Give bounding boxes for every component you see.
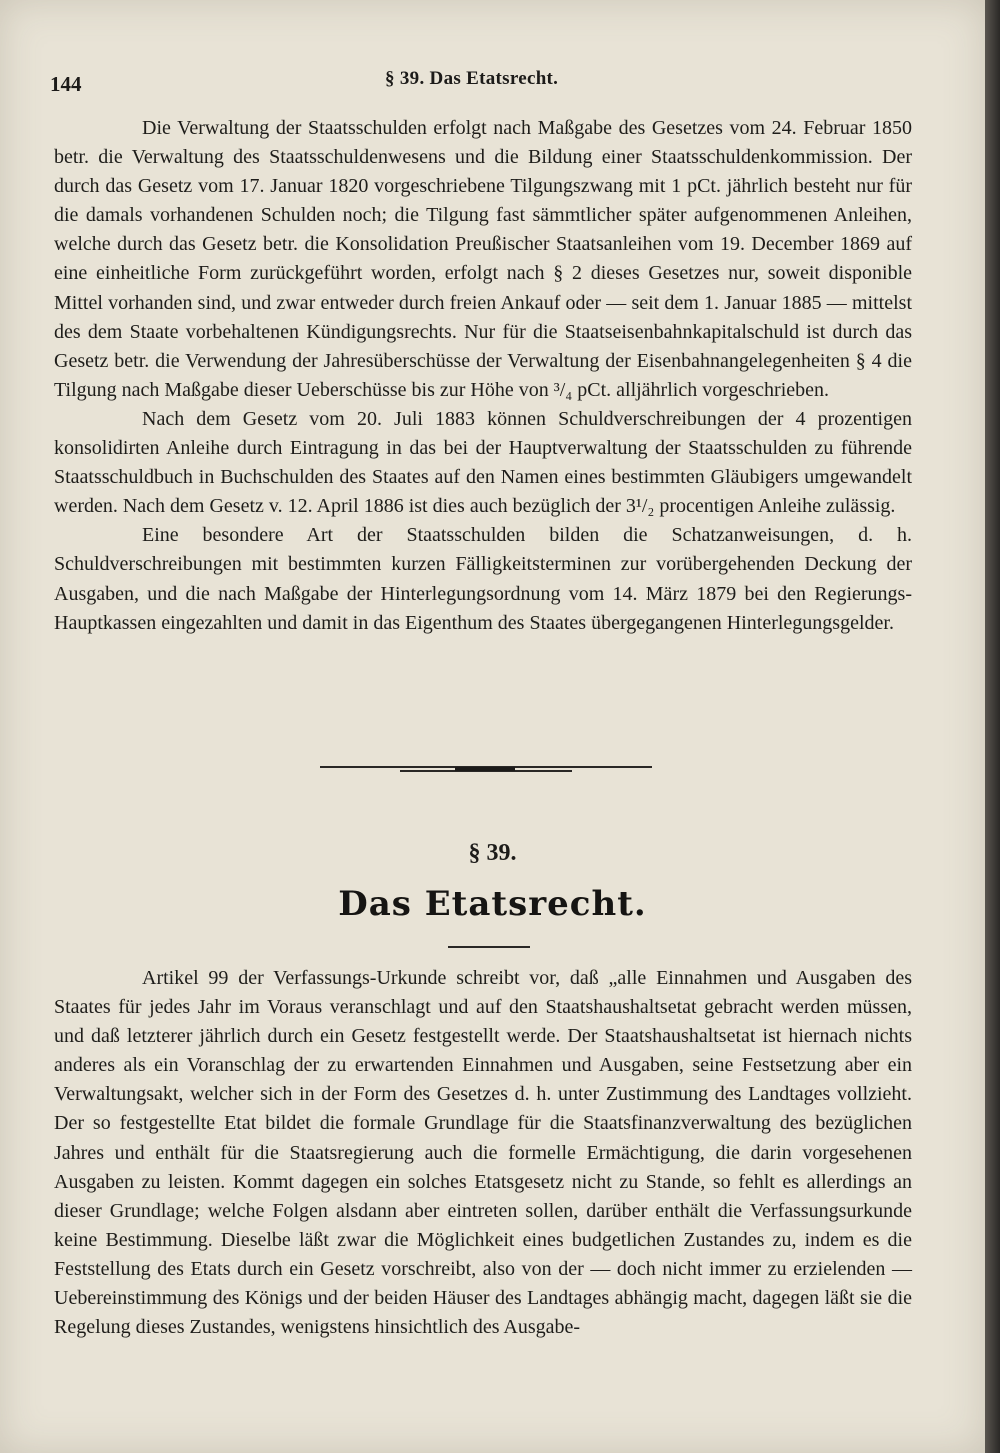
paragraph: Eine besondere Art der Staatsschulden bilden die Schatzanweisungen, d. h. Schuldverschreibungen mit bestimmten kurzen Fälligkeitsterminen zur vorübergehenden Deckung der Ausgaben, und die nach Maßgabe der Hinterlegungsordnung vom 14. März 1879 bei den Regierungs-Hauptkassen eingezahlten und damit in das Eigenthum des Staates übergegangenen Hinterlegungsgelder. xyxy=(54,524,912,634)
running-header xyxy=(50,62,930,102)
paragraph: Artikel 99 der Verfassungs-Urkunde schreibt vor, daß „alle Einnahmen und Ausgaben des Staates für jedes Jahr im Voraus veranschlagt und auf den Staatshaushaltsetat gebracht werden müssen, und daß letzterer jährlich durch ein Gesetz festgestellt werde. Der Staatshaushaltsetat ist hiernach nichts anderes als ein Voranschlag der zu erwartenden Einnahmen und Ausgaben, seine Festsetzung aber ein Verwaltungsakt, welcher sich in der Form des Gesetzes d. h. unter Zustimmung des Landtages vollzieht. Der so festgestellte Etat bildet die formale Grundlage für die Staatsfinanzverwaltung des bezüglichen Jahres und enthält für die Staatsregierung auch die formelle Ermächtigung, die darin vorgesehenen Ausgaben zu leisten. Kommt dagegen ein solches Etatsgesetz nicht zu Stande, so fehlt es allerdings an dieser Grundlage; welche Folgen alsdann aber eintreten sollen, darüber enthält die Verfassungsurkunde keine Bestimmung. Dieselbe läßt zwar die Möglichkeit eines budgetlichen Zustandes zu, indem es die Feststellung des Etats durch ein Gesetz vorschreibt, also von der — doch nicht immer zu erzielenden — Uebereinstimmung des Königs und der beiden Häuser des Landtages abhängig macht, dagegen läßt sie die Regelung dieses Zustandes, wenigstens hinsichtlich des Ausgabe- xyxy=(54,967,912,1339)
bottom-text-block xyxy=(54,964,912,1342)
paragraph: Nach dem Gesetz vom 20. Juli 1883 können Schuldverschreibungen der 4 prozentigen konsolidirten Anleihe durch Eintragung in das bei der Hauptverwaltung der Staatsschulden zu führende Staatsschuldbuch in Buchschulden des Staates auf den Namen eines bestimmten Gläubigers umgewandelt werden. Nach dem Gesetz v. 12. April 1886 ist dies auch bezüglich der 3¹/₂ procentigen Anleihe zulässig. xyxy=(54,407,912,518)
top-text-block xyxy=(54,114,912,638)
title-underline xyxy=(448,946,530,948)
section-title: Das Etatsrecht. xyxy=(338,884,647,924)
page-number: 144 xyxy=(50,72,82,96)
section-divider xyxy=(320,764,652,774)
scan-edge xyxy=(985,0,1000,1453)
paragraph: Die Verwaltung der Staatsschulden erfolgt nach Maßgabe des Gesetzes vom 24. Februar 1850 betr. die Verwaltung des Staatsschuldenwesens und die Bildung einer Staatsschuldenkommission. Der durch das Gesetz vom 17. Januar 1820 vorgeschriebene Tilgungszwang mit 1 pCt. jährlich besteht nur für die damals vorhandenen Schulden noch; die Tilgung fast sämmtlicher später aufgenommenen Anleihen, welche durch das Gesetz betr. die Konsolidation Preußischer Staatsanleihen vom 19. December 1869 auf eine einheitliche Form zurückgeführt worden, erfolgt nach § 2 dieses Gesetzes nur, soweit disponible Mittel vorhanden sind, und zwar entweder durch freien Ankauf oder — seit dem 1. Januar 1885 — mittelst des dem Staate vorbehaltenen Kündigungsrechts. Nur für die Staatseisenbahnkapitalschuld ist durch das Gesetz betr. die Verwendung der Jahresüberschüsse der Verwaltung der Eisenbahnangelegenheiten § 4 die Tilgung nach Maßgabe dieser Ueberschüsse bis zur Höhe von ³/₄ pCt. alljährlich vorgeschrieben. xyxy=(54,117,912,401)
section-number: § 39. xyxy=(468,840,517,866)
running-title: § 39. Das Etatsrecht. xyxy=(385,68,559,89)
